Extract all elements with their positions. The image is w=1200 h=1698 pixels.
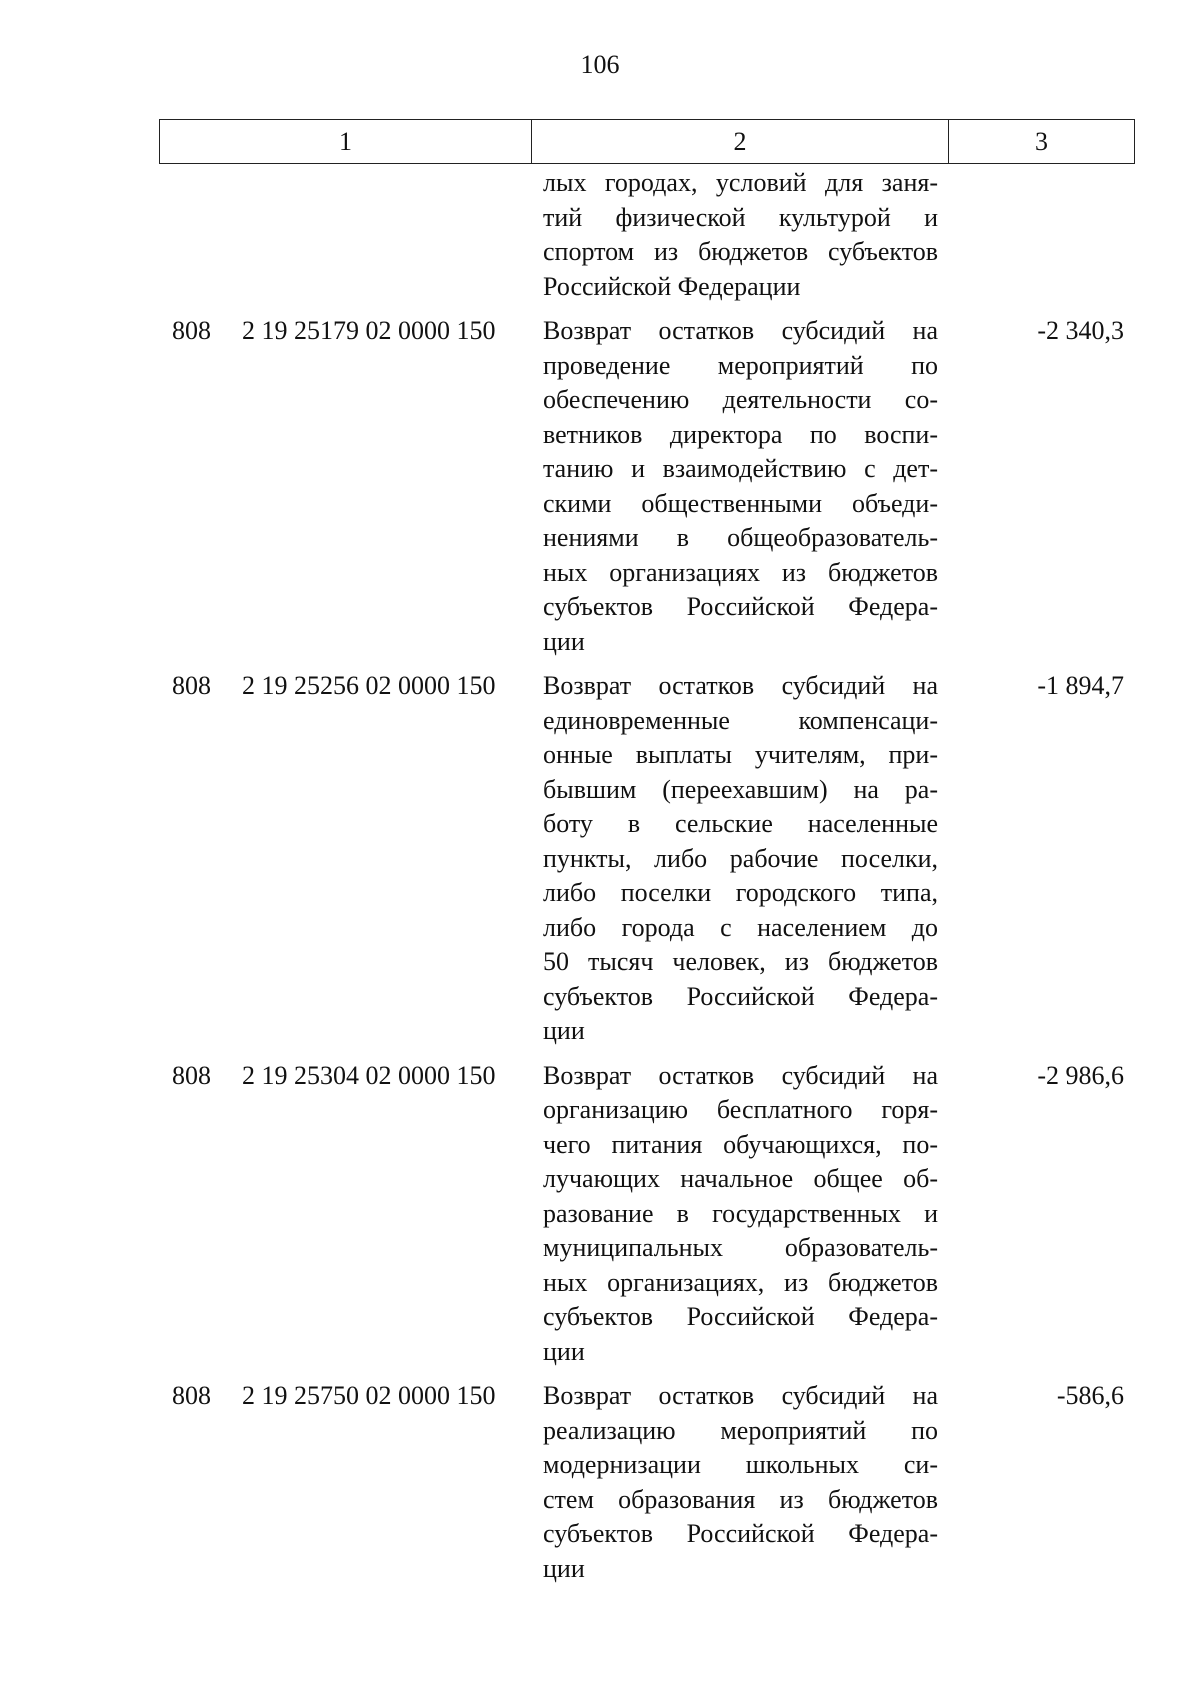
description xyxy=(543,1059,938,1370)
description-line: Возврат остатков субсидий на xyxy=(543,1381,938,1410)
description xyxy=(543,1379,938,1586)
description xyxy=(543,166,938,304)
description-line: либо поселки городского типа, xyxy=(543,878,938,907)
description-line: ции xyxy=(543,1016,585,1045)
table-body xyxy=(0,166,1200,1596)
amount-value: -1 894,7 xyxy=(1037,671,1124,700)
description xyxy=(543,669,938,1049)
description-line: ветников директора по воспи- xyxy=(543,419,938,449)
description-line: Возврат остатков субсидий на xyxy=(543,316,938,345)
description-line: Возврат остатков субсидий на xyxy=(543,671,938,700)
description-line: реализацию мероприятий по xyxy=(543,1415,938,1445)
description-line: боту в сельские населенные xyxy=(543,809,938,838)
budget-code: 2 19 25750 02 0000 150 xyxy=(242,1381,496,1410)
description-line: либо города с населением до xyxy=(543,912,938,942)
description-line: Возврат остатков субсидий на xyxy=(543,1060,938,1090)
description-line: спортом из бюджетов субъектов xyxy=(543,237,938,266)
description-line: нениями в общеобразователь- xyxy=(543,523,938,552)
description-line: скими общественными объеди- xyxy=(543,488,938,518)
description-line: муниципальных образователь- xyxy=(543,1233,938,1262)
description-line: организацию бесплатного горя- xyxy=(543,1095,938,1124)
description-line: ции xyxy=(543,626,585,656)
description-line: лых городах, условий для заня- xyxy=(543,168,938,197)
page-number: 106 xyxy=(580,50,620,79)
description-line: субъектов Российской Федера- xyxy=(543,981,938,1011)
admin-code: 808 xyxy=(172,316,211,345)
budget-code: 2 19 25256 02 0000 150 xyxy=(242,671,496,700)
budget-code: 2 19 25304 02 0000 150 xyxy=(242,1060,496,1090)
description-line: 50 тысяч человек, из бюджетов xyxy=(543,947,938,976)
table-row xyxy=(0,166,1200,304)
description-line: Российской Федерации xyxy=(543,271,801,301)
description-line: онные выплаты учителям, при- xyxy=(543,740,938,769)
description-line: танию и взаимодействию с дет- xyxy=(543,454,938,483)
description-line: стем образования из бюджетов xyxy=(543,1484,938,1514)
budget-code: 2 19 25179 02 0000 150 xyxy=(242,316,496,345)
amount-value: -586,6 xyxy=(1056,1381,1124,1410)
description-line: пункты, либо рабочие поселки, xyxy=(543,843,938,873)
amount-value: -2 986,6 xyxy=(1037,1060,1124,1090)
description xyxy=(543,314,938,659)
description-line: субъектов Российской Федера- xyxy=(543,1302,938,1331)
description-line: бывшим (переехавшим) на ра- xyxy=(543,774,938,804)
table-row xyxy=(0,1059,1200,1370)
amount-value: -2 340,3 xyxy=(1037,316,1124,345)
description-line: лучающих начальное общее об- xyxy=(543,1164,938,1193)
description-line: разование в государственных и xyxy=(543,1198,938,1228)
table-row xyxy=(0,314,1200,659)
header-col-1: 1 xyxy=(160,120,532,163)
description-line: единовременные компенсаци- xyxy=(543,705,938,735)
description-line: субъектов Российской Федера- xyxy=(543,592,938,621)
description-line: ных организациях из бюджетов xyxy=(543,557,938,587)
table-row xyxy=(0,669,1200,1049)
description-line: ных организациях, из бюджетов xyxy=(543,1267,938,1297)
description-line: чего питания обучающихся, по- xyxy=(543,1129,938,1159)
description-line: проведение мероприятий по xyxy=(543,350,938,380)
description-line: обеспечению деятельности со- xyxy=(543,385,938,414)
table-row xyxy=(0,1379,1200,1586)
header-col-3: 3 xyxy=(1035,126,1048,156)
admin-code: 808 xyxy=(172,1381,211,1410)
table-header xyxy=(159,119,1135,164)
description-line: тий физической культурой и xyxy=(543,202,938,232)
description-line: модернизации школьных си- xyxy=(543,1450,938,1479)
admin-code: 808 xyxy=(172,671,211,700)
header-col-2: 2 xyxy=(532,120,949,163)
description-line: ции xyxy=(543,1553,585,1583)
description-line: ции xyxy=(543,1336,585,1366)
description-line: субъектов Российской Федера- xyxy=(543,1519,938,1548)
admin-code: 808 xyxy=(172,1060,211,1090)
